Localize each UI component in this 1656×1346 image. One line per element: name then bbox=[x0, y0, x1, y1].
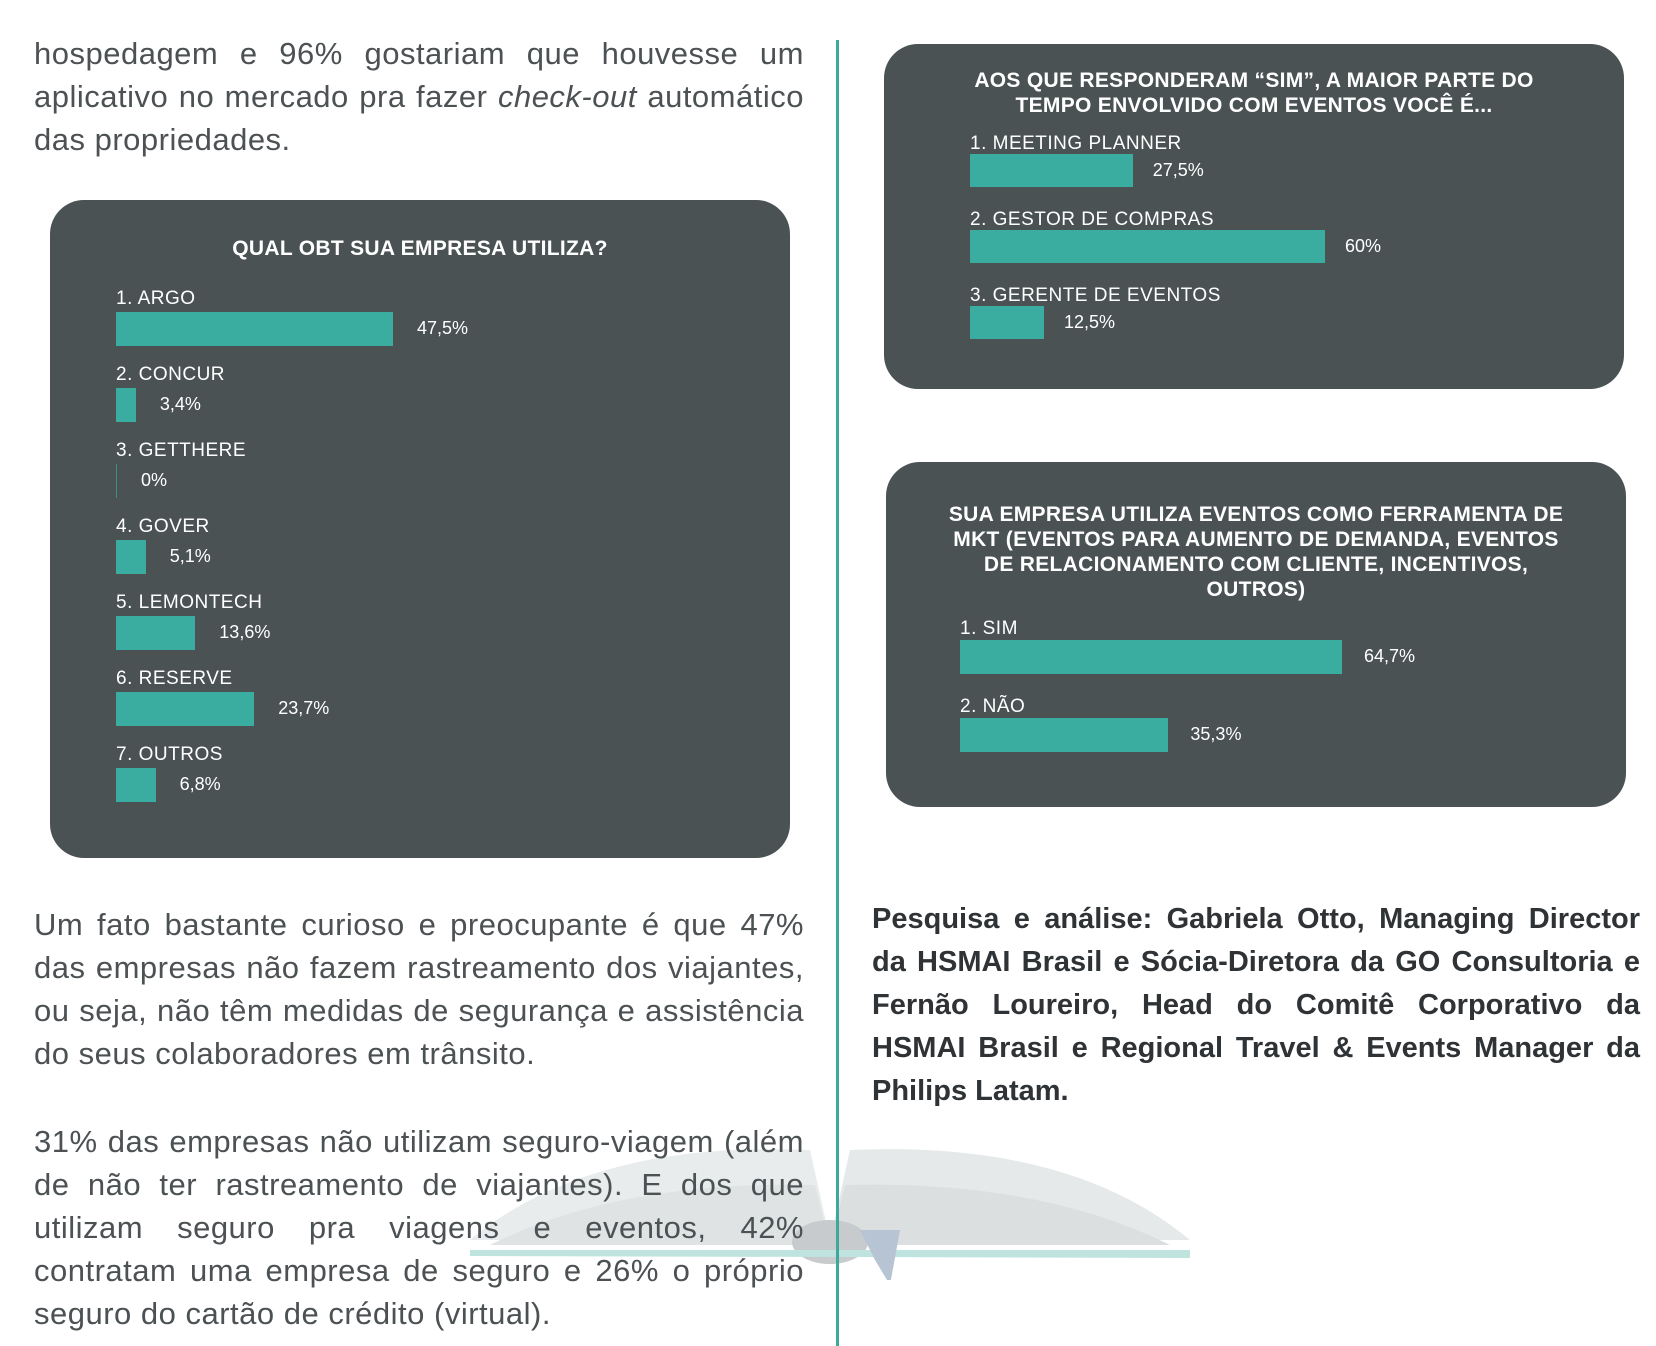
bar-label: 7. OUTROS bbox=[116, 744, 223, 765]
bar-value-label: 47,5% bbox=[417, 318, 469, 338]
bar-label: 2. CONCUR bbox=[116, 364, 226, 385]
chart-title: SUA EMPRESA UTILIZA EVENTOS COMO FERRAMENTA DE MKT (EVENTOS PARA AUMENTO DE DEMANDA, EVENTOS DE RELACIONAMENTO COM CLIENTE, INCENTIVOS, OUTROS) bbox=[948, 503, 1564, 601]
chart-obt-panel bbox=[50, 200, 790, 858]
paragraph-seguro-viagem: 31% das empresas não utilizam seguro-viagem (além de não ter rastreamento de viajantes). E dos que utilizam seguro pra viagens e eventos, 42% contratam uma empresa de seguro e 26% o próprio seguro do cartão de crédito (virtual). bbox=[34, 1124, 804, 1331]
chart-title: AOS QUE RESPONDERAM “SIM”, A MAIOR PARTE DO TEMPO ENVOLVIDO COM EVENTOS VOCÊ É... bbox=[974, 69, 1534, 117]
bar-label: 1. SIM bbox=[960, 618, 1018, 639]
bar-label: 5. LEMONTECH bbox=[116, 592, 263, 613]
chart-maior-parte-panel bbox=[884, 44, 1624, 389]
bar-label: 1. MEETING PLANNER bbox=[970, 133, 1182, 154]
bar bbox=[116, 388, 136, 422]
paragraph-hospedagem: hospedagem e 96% gostariam que houvesse um aplicativo no mercado pra fazer check-out automático das propriedades. bbox=[34, 36, 804, 157]
bar-label: 2. GESTOR DE COMPRAS bbox=[970, 209, 1215, 230]
bar-label: 3. GERENTE DE EVENTOS bbox=[970, 285, 1221, 306]
column-divider bbox=[836, 40, 839, 1346]
bar bbox=[116, 616, 195, 650]
bar-label: 6. RESERVE bbox=[116, 668, 233, 689]
bar-value-label: 5,1% bbox=[169, 546, 211, 566]
bar bbox=[116, 540, 146, 574]
bar-label: 2. NÃO bbox=[960, 696, 1026, 717]
bar bbox=[116, 768, 156, 802]
bar bbox=[960, 718, 1168, 752]
bar bbox=[960, 640, 1342, 674]
bar-value-label: 3,4% bbox=[159, 394, 201, 414]
paragraph-rastreamento: Um fato bastante curioso e preocupante é que 47% das empresas não fazem rastreamento dos viajantes, ou seja, não têm medidas de segurança e assistência do seus colaboradores em trânsito. bbox=[34, 907, 804, 1071]
bar-label: 3. GETTHERE bbox=[116, 440, 247, 461]
chart-ferramenta-mkt-panel bbox=[886, 462, 1626, 807]
bar bbox=[970, 154, 1133, 187]
bar-value-label: 60% bbox=[1345, 236, 1382, 256]
bar bbox=[116, 692, 254, 726]
bar-label: 1. ARGO bbox=[116, 288, 196, 309]
bar-value-label: 23,7% bbox=[278, 698, 330, 718]
bar bbox=[970, 230, 1325, 263]
bar-value-label: 6,8% bbox=[179, 774, 221, 794]
bar-value-label: 13,6% bbox=[219, 622, 271, 642]
bar-value-label: 0% bbox=[141, 470, 168, 490]
bar-value-label: 12,5% bbox=[1063, 312, 1115, 332]
bar-value-label: 64,7% bbox=[1364, 646, 1416, 666]
research-credits: Pesquisa e análise: Gabriela Otto, Managing Director da HSMAI Brasil e Sócia-Diretora da GO Consultoria e Fernão Loureiro, Head do Comitê Corporativo da HSMAI Brasil e Regional Travel & Events Manager da Philips Latam. bbox=[872, 903, 1640, 1107]
bar-value-label: 27,5% bbox=[1152, 160, 1204, 180]
bar-value-label: 35,3% bbox=[1190, 724, 1242, 744]
bar bbox=[970, 306, 1044, 339]
bar bbox=[116, 312, 393, 346]
chart-title: QUAL OBT SUA EMPRESA UTILIZA? bbox=[232, 237, 608, 260]
bar bbox=[116, 464, 117, 498]
bar-label: 4. GOVER bbox=[116, 516, 210, 537]
